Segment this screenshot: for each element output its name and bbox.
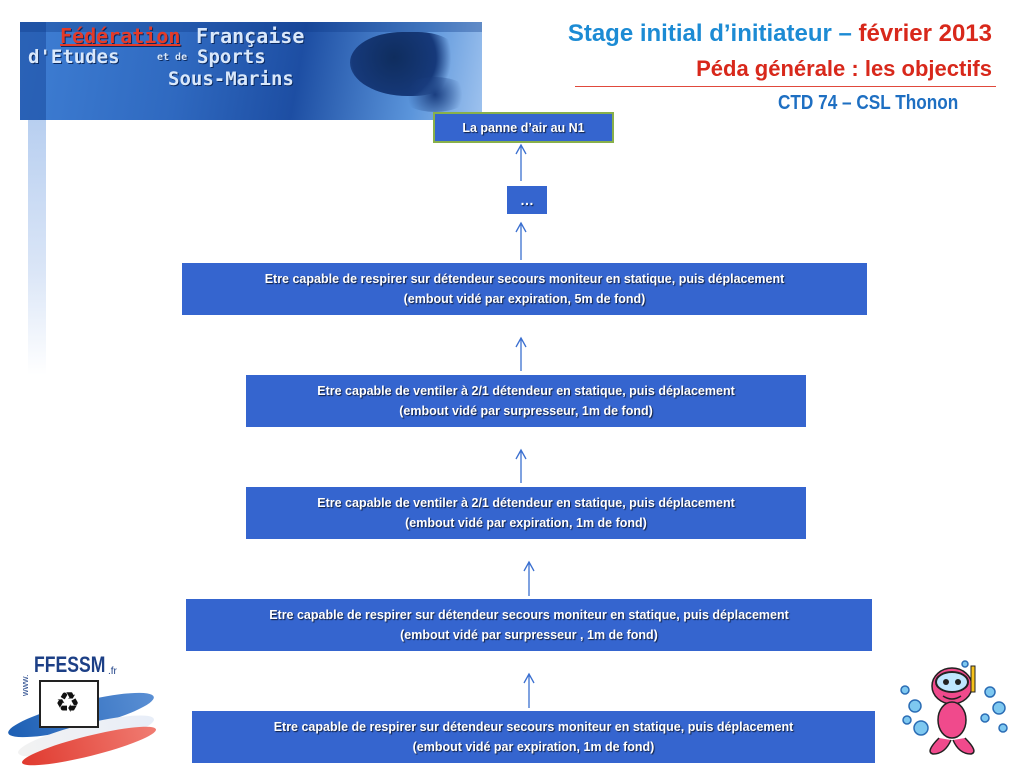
diver-helmet-icon: ♻: [55, 686, 81, 719]
arrow-step5-to-step4: [524, 674, 534, 708]
banner-word-etudes: d'Etudes: [28, 46, 120, 68]
step-text-line1: Etre capable de ventiler à 2/1 détendeur en statique, puis déplacement: [317, 496, 735, 510]
step-text-line2: (embout vidé par expiration, 5m de fond): [403, 292, 646, 306]
flow-step-box: [182, 263, 867, 315]
goal-box: [433, 112, 614, 143]
banner-word-et-de: et de: [157, 52, 188, 63]
logo-prefix: www.: [20, 674, 30, 696]
arrow-to-ellipsis: [516, 223, 526, 260]
ellipsis-box: [507, 186, 547, 214]
step-text-line1: Etre capable de ventiler à 2/1 détendeur en statique, puis déplacement: [317, 384, 735, 398]
arrow-step2-to-step1: [516, 338, 526, 371]
step-text-line2: (embout vidé par expiration, 1m de fond): [405, 516, 647, 530]
banner-word-federation: Fédération: [60, 24, 181, 48]
logo-emblem: [39, 680, 99, 728]
logo-name: FFESSM: [34, 652, 106, 677]
arrow-to-goal: [516, 145, 526, 181]
step-text-line1: Etre capable de respirer sur détendeur secours moniteur en statique, puis déplacement: [264, 272, 785, 286]
flow-step-box: [186, 599, 872, 651]
banner-word-sports: Sports: [197, 46, 266, 68]
step-text-line1: Etre capable de respirer sur détendeur secours moniteur en statique, puis déplacement: [273, 720, 794, 734]
step-text-line1: Etre capable de respirer sur détendeur secours moniteur en statique, puis déplacement: [269, 608, 789, 622]
organisation-label: CTD 74 – CSL Thonon: [778, 92, 959, 114]
slide-subtitle: Péda générale : les objectifs: [696, 56, 992, 81]
step-text-line2: (embout vidé par surpresseur , 1m de fond): [400, 628, 658, 642]
ffessm-logo: [6, 650, 156, 760]
step-text-line2: (embout vidé par surpresseur, 1m de fond): [399, 404, 653, 418]
flow-step-box: [192, 711, 875, 763]
diver-mascot-illustration: [895, 658, 1015, 758]
flow-step-box: [246, 487, 806, 539]
banner-word-sous-marins: Sous-Marins: [168, 68, 294, 90]
title-date: février 2013: [858, 20, 992, 47]
ellipsis-label: …: [520, 192, 534, 208]
banner-word-francaise: Française: [196, 24, 305, 48]
flow-step-box: [246, 375, 806, 427]
step-text-line2: (embout vidé par expiration, 1m de fond): [412, 740, 655, 754]
arrow-step4-to-step3: [524, 562, 534, 596]
logo-suffix: .fr: [108, 666, 117, 677]
arrow-step3-to-step2: [516, 450, 526, 483]
goal-label: La panne d’air au N1: [462, 120, 585, 135]
title-course: Stage initial d’initiateur –: [567, 20, 859, 47]
